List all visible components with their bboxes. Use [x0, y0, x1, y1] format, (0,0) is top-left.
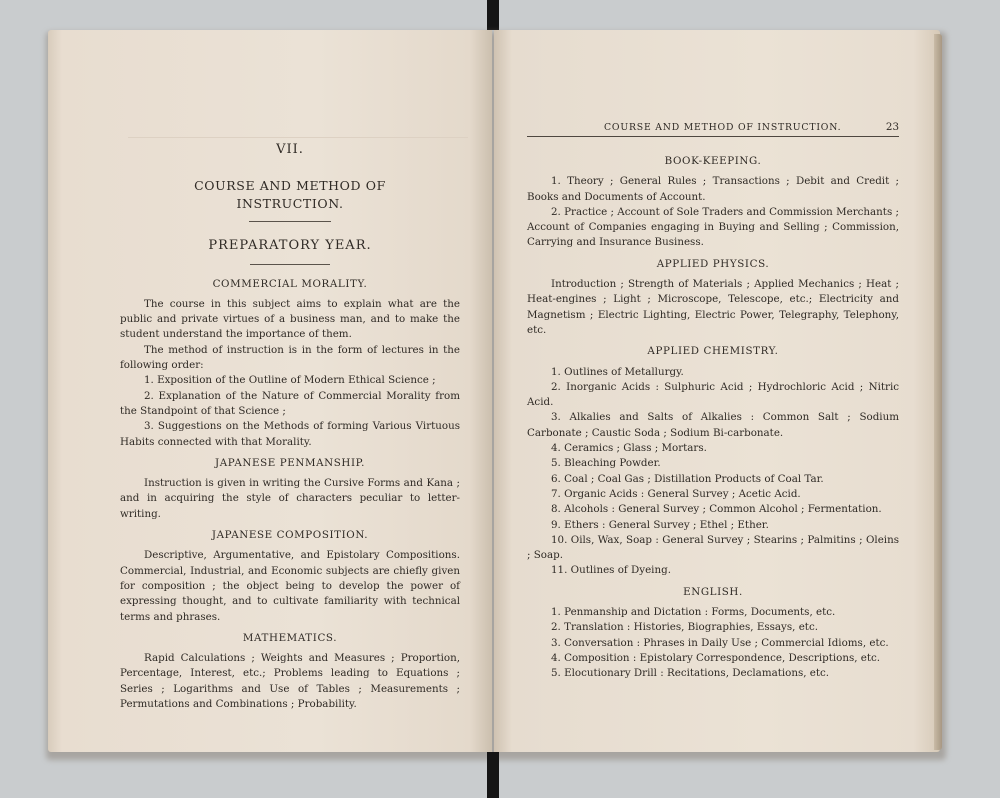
- list-item: 3. Suggestions on the Methods of forming Various Virtuous Habits connected with that Morality.: [120, 420, 460, 448]
- list-item: 5. Elocutionary Drill : Recitations, Declamations, etc.: [551, 667, 830, 680]
- section-heading-mathematics: MATHEMATICS.: [242, 631, 338, 644]
- list-item: 5. Bleaching Powder.: [551, 457, 661, 470]
- paragraph: Descriptive, Argumentative, and Epistolary Compositions. Commercial, Industrial, and Economic subjects are chiefly given for composition ; the object being to develop the power of expressing thought, and to cultivate familiarity with technical terms and phrases.: [120, 549, 460, 623]
- chapter-number: VII.: [276, 142, 304, 157]
- list-item: 2. Practice ; Account of Sole Traders and Commission Merchants ; Account of Companies engaging in Buying and Selling ; Commission, Carrying and Insurance Business.: [527, 205, 899, 249]
- year-rule: [250, 264, 330, 265]
- list-item: 2. Explanation of the Nature of Commercial Morality from the Standpoint of that Science ;: [120, 389, 460, 417]
- paragraph: Instruction is given in writing the Cursive Forms and Kana ; and in acquiring the style of characters peculiar to letter-writing.: [120, 477, 460, 520]
- running-header: [527, 122, 899, 137]
- section-heading-english: ENGLISH.: [683, 585, 743, 598]
- paragraph: Rapid Calculations ; Weights and Measures ; Proportion, Percentage, Interest, etc.; Problems leading to Equations ; Series ; Logarithms and Use of Tables ; Measurements ; Permutations and Combinations ; Probability.: [120, 652, 460, 711]
- list-item: 4. Ceramics ; Glass ; Mortars.: [551, 442, 707, 455]
- list-item: 11. Outlines of Dyeing.: [551, 564, 671, 577]
- section-heading-applied-chemistry: APPLIED CHEMISTRY.: [647, 345, 779, 358]
- section-heading-japanese-penmanship: JAPANESE PENMANSHIP.: [214, 456, 365, 469]
- list-item: 1. Theory ; General Rules ; Transactions ; Debit and Credit ; Books and Documents of Account.: [527, 175, 899, 203]
- list-item: 3. Alkalies and Salts of Alkalies : Common Salt ; Sodium Carbonate ; Caustic Soda ; Sodium Bi-carbonate.: [527, 411, 899, 439]
- list-item: 1. Outlines of Metallurgy.: [551, 365, 684, 378]
- chapter-title-line1: COURSE AND METHOD OF: [194, 178, 386, 194]
- page-block-edge: [934, 34, 942, 750]
- list-item: 8. Alcohols : General Survey ; Common Alcohol ; Fermentation.: [551, 503, 882, 516]
- page-number: 23: [885, 121, 899, 133]
- paragraph: Introduction ; Strength of Materials ; Applied Mechanics ; Heat ; Heat-engines ; Light ; Microscope, Telescope, etc.; Electricity and Magnetism ; Electric Lighting, Electric Power, Telegraphy, Telephony, etc.: [527, 278, 899, 336]
- left-page: [48, 30, 492, 752]
- list-item: 2. Inorganic Acids : Sulphuric Acid ; Hydrochloric Acid ; Nitric Acid.: [527, 380, 899, 409]
- list-item: 6. Coal ; Coal Gas ; Distillation Products of Coal Tar.: [551, 472, 824, 485]
- year-heading: PREPARATORY YEAR.: [208, 238, 372, 254]
- list-item: 4. Composition : Epistolary Correspondence, Descriptions, etc.: [551, 651, 881, 664]
- left-page-text: [120, 142, 460, 712]
- bookmark-ribbon-top: [487, 0, 499, 30]
- paragraph: The course in this subject aims to explain what are the public and private virtues of a business man, and to make the student understand the importance of them.: [120, 297, 460, 341]
- list-item: 2. Translation : Histories, Biographies, Essays, etc.: [551, 621, 818, 634]
- right-page: [494, 30, 940, 752]
- list-item: 1. Exposition of the Outline of Modern Ethical Science ;: [144, 374, 436, 387]
- right-page-text: [527, 154, 899, 682]
- paragraph: The method of instruction is in the form of lectures in the following order:: [120, 343, 460, 372]
- section-heading-japanese-composition: JAPANESE COMPOSITION.: [211, 529, 369, 542]
- list-item: 7. Organic Acids : General Survey ; Acetic Acid.: [551, 487, 801, 500]
- list-item: 9. Ethers : General Survey ; Ethel ; Ether.: [551, 518, 769, 531]
- list-item: 3. Conversation : Phrases in Daily Use ; Commercial Idioms, etc.: [551, 636, 889, 649]
- bookmark-ribbon-bottom: [487, 752, 499, 798]
- section-heading-applied-physics: APPLIED PHYSICS.: [656, 257, 770, 270]
- list-item: 10. Oils, Wax, Soap : General Survey ; Stearins ; Palmitins ; Oleins ; Soap.: [527, 533, 899, 562]
- chapter-title-line2: INSTRUCTION.: [236, 196, 344, 212]
- title-rule: [249, 221, 331, 222]
- list-item: 1. Penmanship and Dictation : Forms, Documents, etc.: [551, 606, 836, 619]
- running-head: COURSE AND METHOD OF INSTRUCTION.: [604, 122, 842, 133]
- show-through-line: [128, 137, 468, 138]
- section-heading-book-keeping: BOOK-KEEPING.: [664, 155, 762, 167]
- section-heading-commercial-morality: COMMERCIAL MORALITY.: [212, 277, 368, 290]
